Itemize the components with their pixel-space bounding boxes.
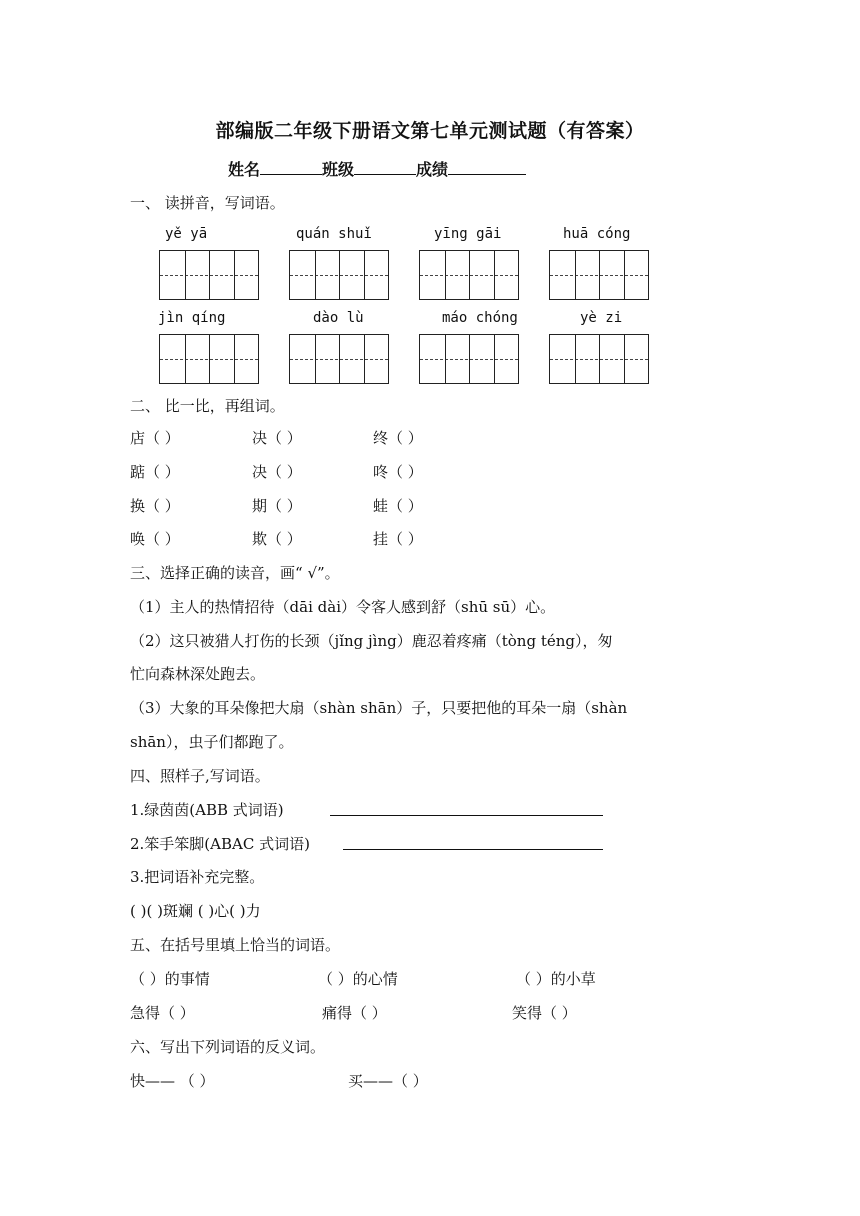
question-3-line-2: shān），虫子们都跑了。	[130, 733, 294, 751]
writing-grid[interactable]	[549, 250, 649, 300]
writing-grid[interactable]	[419, 250, 519, 300]
antonym-item: 买——（ ）	[348, 1072, 428, 1090]
section-3-heading: 三、选择正确的读音，画“ √”。	[130, 564, 340, 582]
section-2-heading: 二、 比一比，再组词。	[130, 397, 285, 415]
score-blank[interactable]	[448, 160, 526, 175]
compare-item: 决（ ）	[252, 429, 302, 447]
answer-line[interactable]	[330, 815, 603, 816]
compare-item: 唤（ ）	[130, 530, 180, 548]
compare-item: 店（ ）	[130, 429, 180, 447]
name-label: 姓名	[228, 160, 261, 179]
complete-words-blanks: ( )( )斑斓 ( )心( )力	[130, 902, 261, 920]
fill-item: 痛得（ ）	[322, 1004, 387, 1022]
question-2-line-1: （2）这只被猎人打伤的长颈（jǐng jìng）鹿忍着疼痛（tòng téng），匆	[130, 632, 613, 650]
class-blank[interactable]	[354, 160, 416, 175]
name-blank[interactable]	[260, 160, 322, 175]
pinyin-label: máo chóng	[442, 310, 518, 326]
question-3-line-1: （3）大象的耳朵像把大扇（shàn shān）子，只要把他的耳朵一扇（shàn	[130, 699, 628, 717]
abb-question: 1.绿茵茵(ABB 式词语)	[130, 801, 284, 819]
fill-item: 急得（ ）	[130, 1004, 195, 1022]
writing-grid[interactable]	[159, 250, 259, 300]
section-6-heading: 六、写出下列词语的反义词。	[130, 1038, 326, 1056]
abac-question: 2.笨手笨脚(ABAC 式词语)	[130, 835, 310, 853]
compare-item: 踮（ ）	[130, 463, 180, 481]
compare-item: 欺（ ）	[252, 530, 302, 548]
writing-grid[interactable]	[289, 250, 389, 300]
score-label: 成绩	[416, 160, 449, 179]
writing-grid[interactable]	[549, 334, 649, 384]
student-info	[228, 157, 526, 180]
question-1: （1）主人的热情招待（dāi dài）令客人感到舒（shū sū）心。	[130, 598, 556, 616]
writing-grid[interactable]	[159, 334, 259, 384]
fill-item: （ ）的事情	[130, 970, 210, 988]
compare-item: 决（ ）	[252, 463, 302, 481]
pinyin-label: quán shuǐ	[296, 226, 372, 242]
pinyin-label: yě yā	[165, 226, 208, 242]
section-5-heading: 五、在括号里填上恰当的词语。	[130, 936, 341, 954]
antonym-item: 快—— （ ）	[130, 1072, 215, 1090]
section-4-heading: 四、照样子,写词语。	[130, 767, 270, 785]
compare-item: 蛙（ ）	[373, 497, 423, 515]
compare-item: 终（ ）	[373, 429, 423, 447]
compare-item: 挂（ ）	[373, 530, 423, 548]
section-1-heading: 一、 读拼音，写词语。	[130, 194, 285, 212]
class-label: 班级	[322, 160, 355, 179]
compare-item: 换（ ）	[130, 497, 180, 515]
pinyin-label: dào lù	[313, 310, 364, 326]
pinyin-label: yè zi	[580, 310, 623, 326]
writing-grid[interactable]	[419, 334, 519, 384]
answer-line[interactable]	[343, 849, 603, 850]
page-title: 部编版二年级下册语文第七单元测试题（有答案）	[215, 120, 645, 142]
complete-words-question: 3.把词语补充完整。	[130, 868, 265, 886]
compare-item: 咚（ ）	[373, 463, 423, 481]
writing-grid[interactable]	[289, 334, 389, 384]
pinyin-label: jìn qíng	[158, 310, 226, 326]
fill-item: 笑得（ ）	[512, 1004, 577, 1022]
question-2-line-2: 忙向森林深处跑去。	[130, 665, 266, 683]
fill-item: （ ）的小草	[516, 970, 596, 988]
pinyin-label: huā cóng	[563, 226, 631, 242]
fill-item: （ ）的心情	[318, 970, 398, 988]
compare-item: 期（ ）	[252, 497, 302, 515]
pinyin-label: yīng gāi	[434, 226, 502, 242]
